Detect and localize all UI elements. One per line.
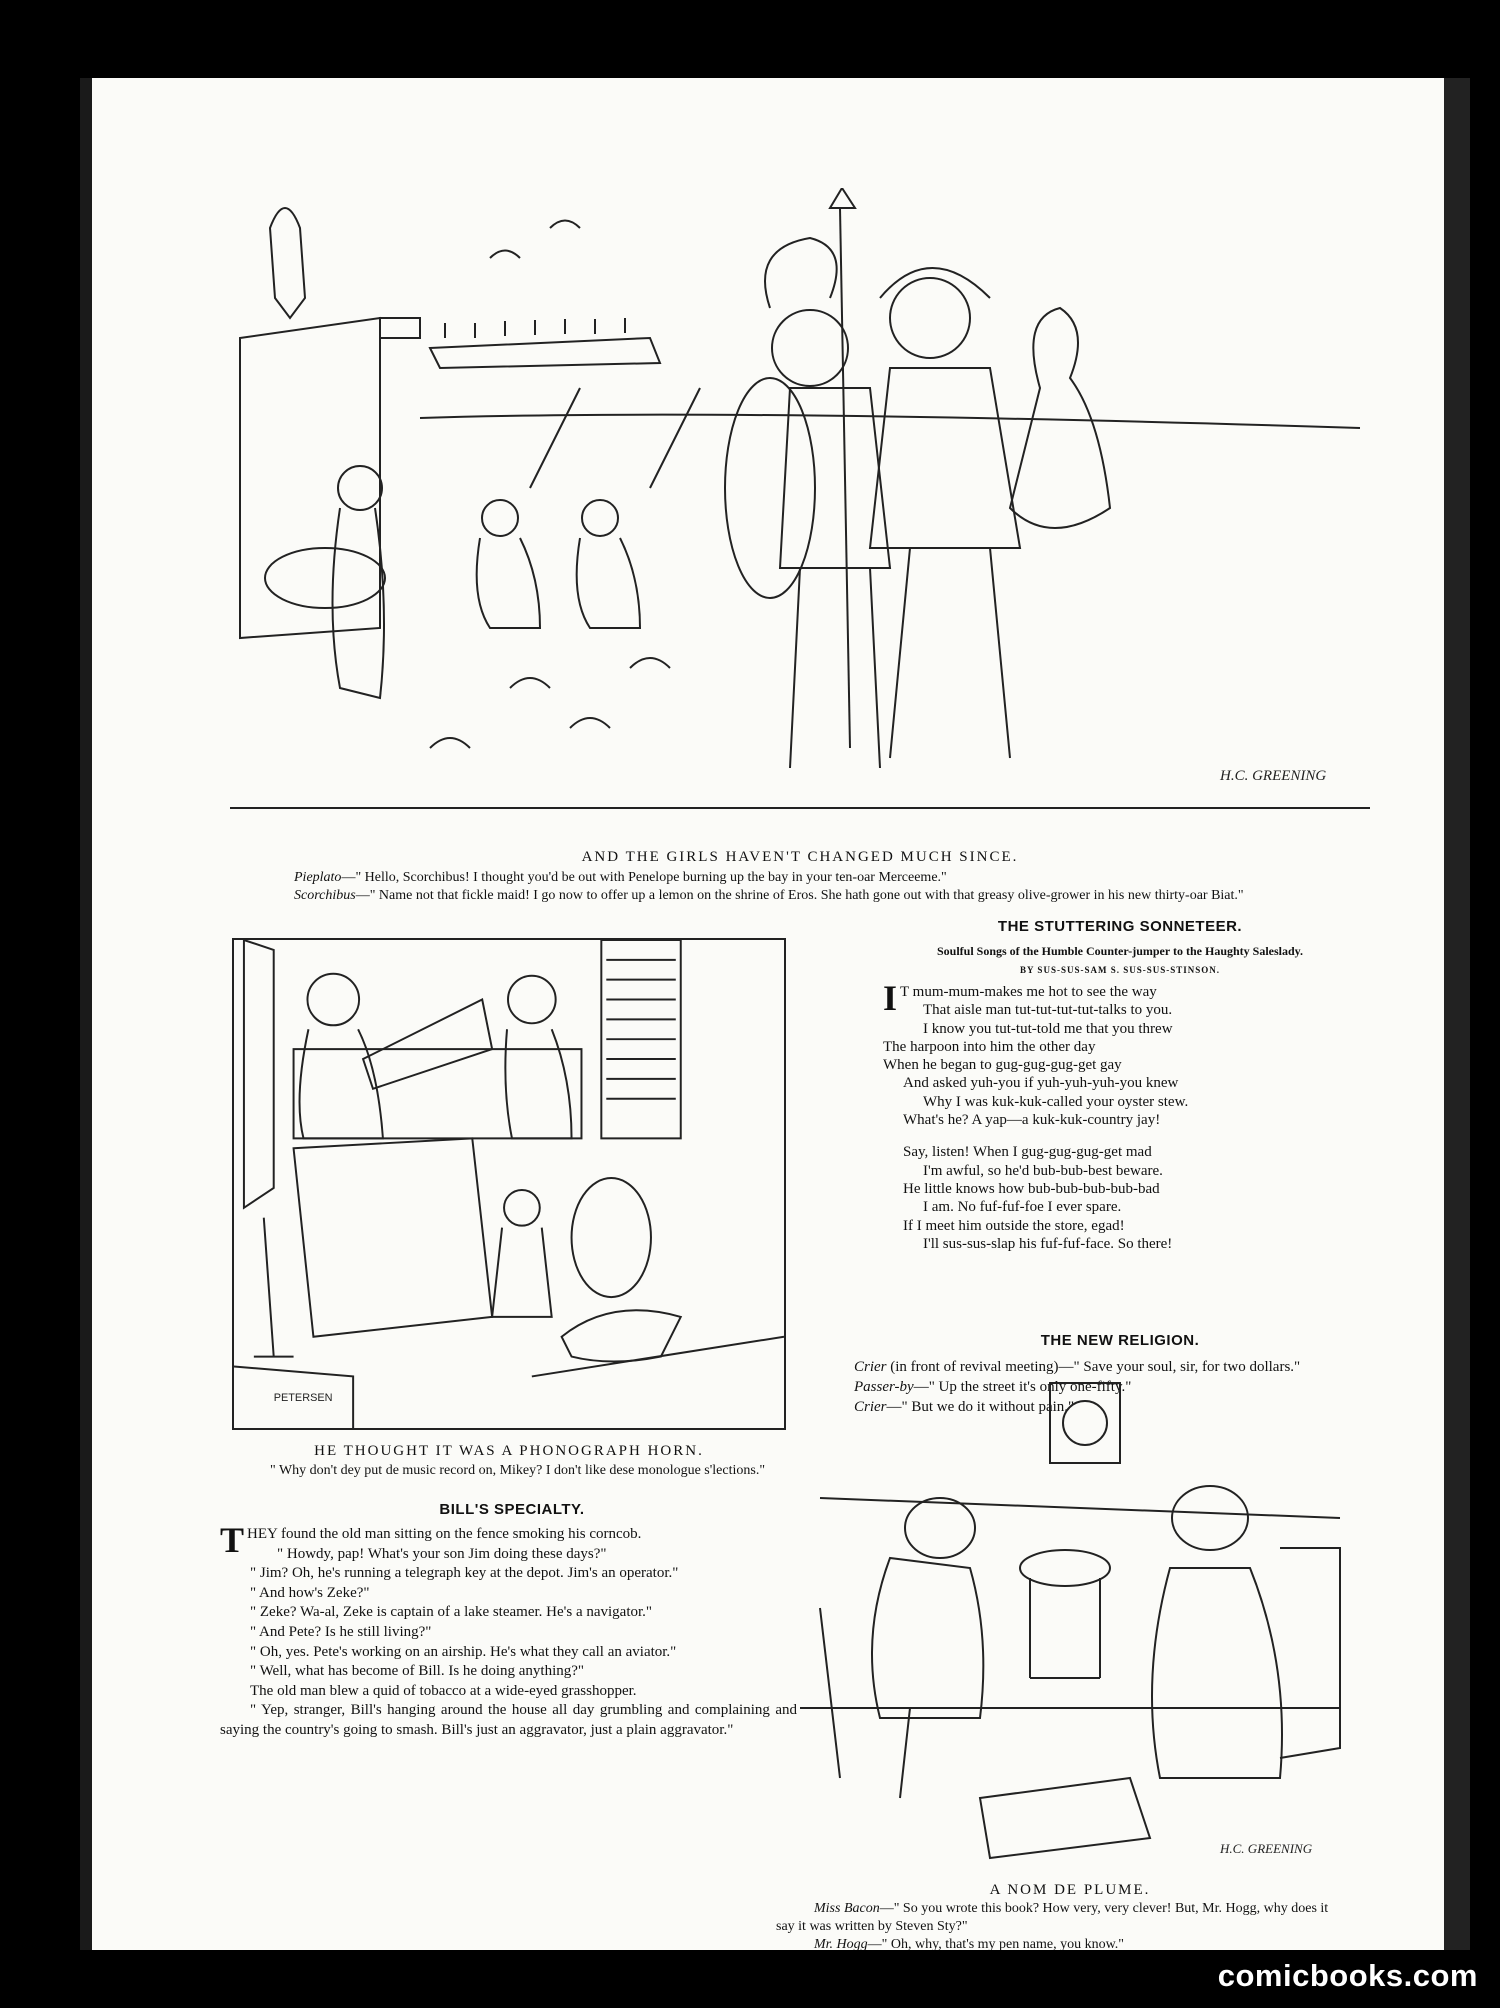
poem-line: I'll sus-sus-slap his fuf-fuf-face. So there! xyxy=(923,1235,1173,1252)
sonneteer-subheading: Soulful Songs of the Humble Counter-jumper to the Haughty Saleslady. xyxy=(936,944,1304,958)
magazine-page xyxy=(80,78,1470,1950)
speaker-mr-hogg: Mr. Hogg xyxy=(814,1937,868,1950)
sonneteer-byline: BY SUS-SUS-SAM S. SUS-SUS-STINSON. xyxy=(1020,965,1220,975)
speaker-scorchibus: Scorchibus xyxy=(294,888,356,903)
line-crier-2: —" But we do it without pain." xyxy=(886,1399,1075,1415)
sonneteer-poem xyxy=(883,978,1363,1253)
story-paragraph: " Howdy, pap! What's your son Jim doing these days?" xyxy=(277,1545,607,1562)
story-paragraph: " Zeke? Wa-al, Zeke is captain of a lake steamer. He's a navigator." xyxy=(250,1604,653,1621)
cartoon2-title: HE THOUGHT IT WAS A PHONOGRAPH HORN. xyxy=(314,1443,704,1459)
signature-greening-2: H.C. GREENING xyxy=(1220,1841,1313,1856)
story-paragraph: " Yep, stranger, Bill's hanging around the house all day grumbling and complaining and saying the country's going to smash. Bill's just an aggravator, just a plain aggravator." xyxy=(220,1702,797,1738)
poem-line: Say, listen! When I gug-gug-gug-get mad xyxy=(903,1144,1152,1161)
speaker-pieplato: Pieplato xyxy=(294,870,342,885)
watermark: comicbooks.com xyxy=(1217,1958,1478,1993)
story-paragraph: " Oh, yes. Pete's working on an airship. He's what they call an aviator." xyxy=(250,1643,677,1660)
story-paragraph: " And how's Zeke?" xyxy=(250,1584,370,1601)
poem-line: He little knows how bub-bub-bub-bub-bad xyxy=(903,1180,1160,1197)
new-religion-heading: THE NEW RELIGION. xyxy=(1040,1332,1200,1349)
signature-greening-1: H.C. GREENING xyxy=(1220,768,1327,784)
line-crier: (in front of revival meeting)—" Save your soul, sir, for two dollars." xyxy=(886,1359,1301,1375)
poem-line: I am. No fuf-fuf-foe I ever spare. xyxy=(923,1199,1122,1216)
poem-line: The harpoon into him the other day xyxy=(883,1038,1096,1055)
story-paragraph: The old man blew a quid of tobacco at a wide-eyed grasshopper. xyxy=(250,1682,637,1699)
line-miss-bacon: —" So you wrote this book? How very, very clever! But, Mr. Hogg, why does it say it was written by Steven Sty?" xyxy=(776,1901,1329,1934)
poem-line: T mum-mum-makes me hot to see the way xyxy=(900,984,1157,1000)
bills-first-line: HEY found the old man sitting on the fence smoking his corncob. xyxy=(247,1526,642,1542)
bills-specialty-story xyxy=(220,1520,797,1741)
line-mr-hogg: —" Oh, why, that's my pen name, you know." xyxy=(867,1937,1124,1950)
cartoon2-quote: " Why don't dey put de music record on, Mikey? I don't like dese monologue s'lections." xyxy=(270,1463,766,1478)
speaker-crier: Crier xyxy=(854,1399,887,1415)
poem-line: That aisle man tut-tut-tut-tut-talks to you. xyxy=(923,1002,1173,1019)
page-left-edge xyxy=(80,78,92,1950)
line-scorchibus: —" Name not that fickle maid! I go now to offer up a lemon on the shrine of Eros. She hath gone out with that greasy olive-grower in his new thirty-oar Biat." xyxy=(355,888,1244,903)
story-paragraph: " Well, what has become of Bill. Is he doing anything?" xyxy=(250,1663,585,1680)
cartoon3-dialog xyxy=(776,1900,1336,1950)
phonograph-cartoon-illustration xyxy=(232,938,786,1430)
poem-drop-cap: I xyxy=(883,978,898,1018)
poem-line: When he began to gug-gug-gug-get gay xyxy=(883,1057,1122,1074)
poem-line: What's he? A yap—a kuk-kuk-country jay! xyxy=(903,1112,1161,1129)
poem-line: I'm awful, so he'd bub-bub-best beware. xyxy=(923,1162,1163,1179)
signature-petersen: PETERSEN xyxy=(273,1392,333,1405)
line-pieplato: —" Hello, Scorchibus! I thought you'd be out with Penelope burning up the bay in your ten-oar Merceeme." xyxy=(341,870,947,885)
poem-line: Why I was kuk-kuk-called your oyster stew. xyxy=(923,1093,1189,1110)
cartoon3-title: A NOM DE PLUME. xyxy=(989,1882,1151,1898)
pigs-cartoon-illustration xyxy=(780,1378,1360,1868)
sonneteer-heading: THE STUTTERING SONNETEER. xyxy=(997,918,1243,935)
page-right-edge xyxy=(1444,78,1470,1950)
cartoon1-title: AND THE GIRLS HAVEN'T CHANGED MUCH SINCE. xyxy=(581,849,1019,865)
poem-line: If I meet him outside the store, egad! xyxy=(903,1217,1125,1234)
greek-cartoon-illustration xyxy=(230,188,1370,828)
bills-drop-cap: T xyxy=(220,1520,245,1560)
cartoon1-dialog xyxy=(256,869,1336,905)
speaker-crier: Crier xyxy=(854,1359,887,1375)
poem-line: I know you tut-tut-told me that you threw xyxy=(923,1020,1173,1037)
line-passer-by: —" Up the street it's only one-fifty." xyxy=(913,1379,1132,1395)
speaker-miss-bacon: Miss Bacon xyxy=(814,1901,880,1916)
bills-specialty-heading: BILL'S SPECIALTY. xyxy=(439,1501,585,1518)
story-paragraph: " Jim? Oh, he's running a telegraph key at the depot. Jim's an operator." xyxy=(250,1565,679,1582)
speaker-passer-by: Passer-by xyxy=(854,1379,914,1395)
story-paragraph: " And Pete? Is he still living?" xyxy=(250,1623,432,1640)
poem-line: And asked yuh-you if yuh-yuh-yuh-you knew xyxy=(903,1075,1179,1092)
